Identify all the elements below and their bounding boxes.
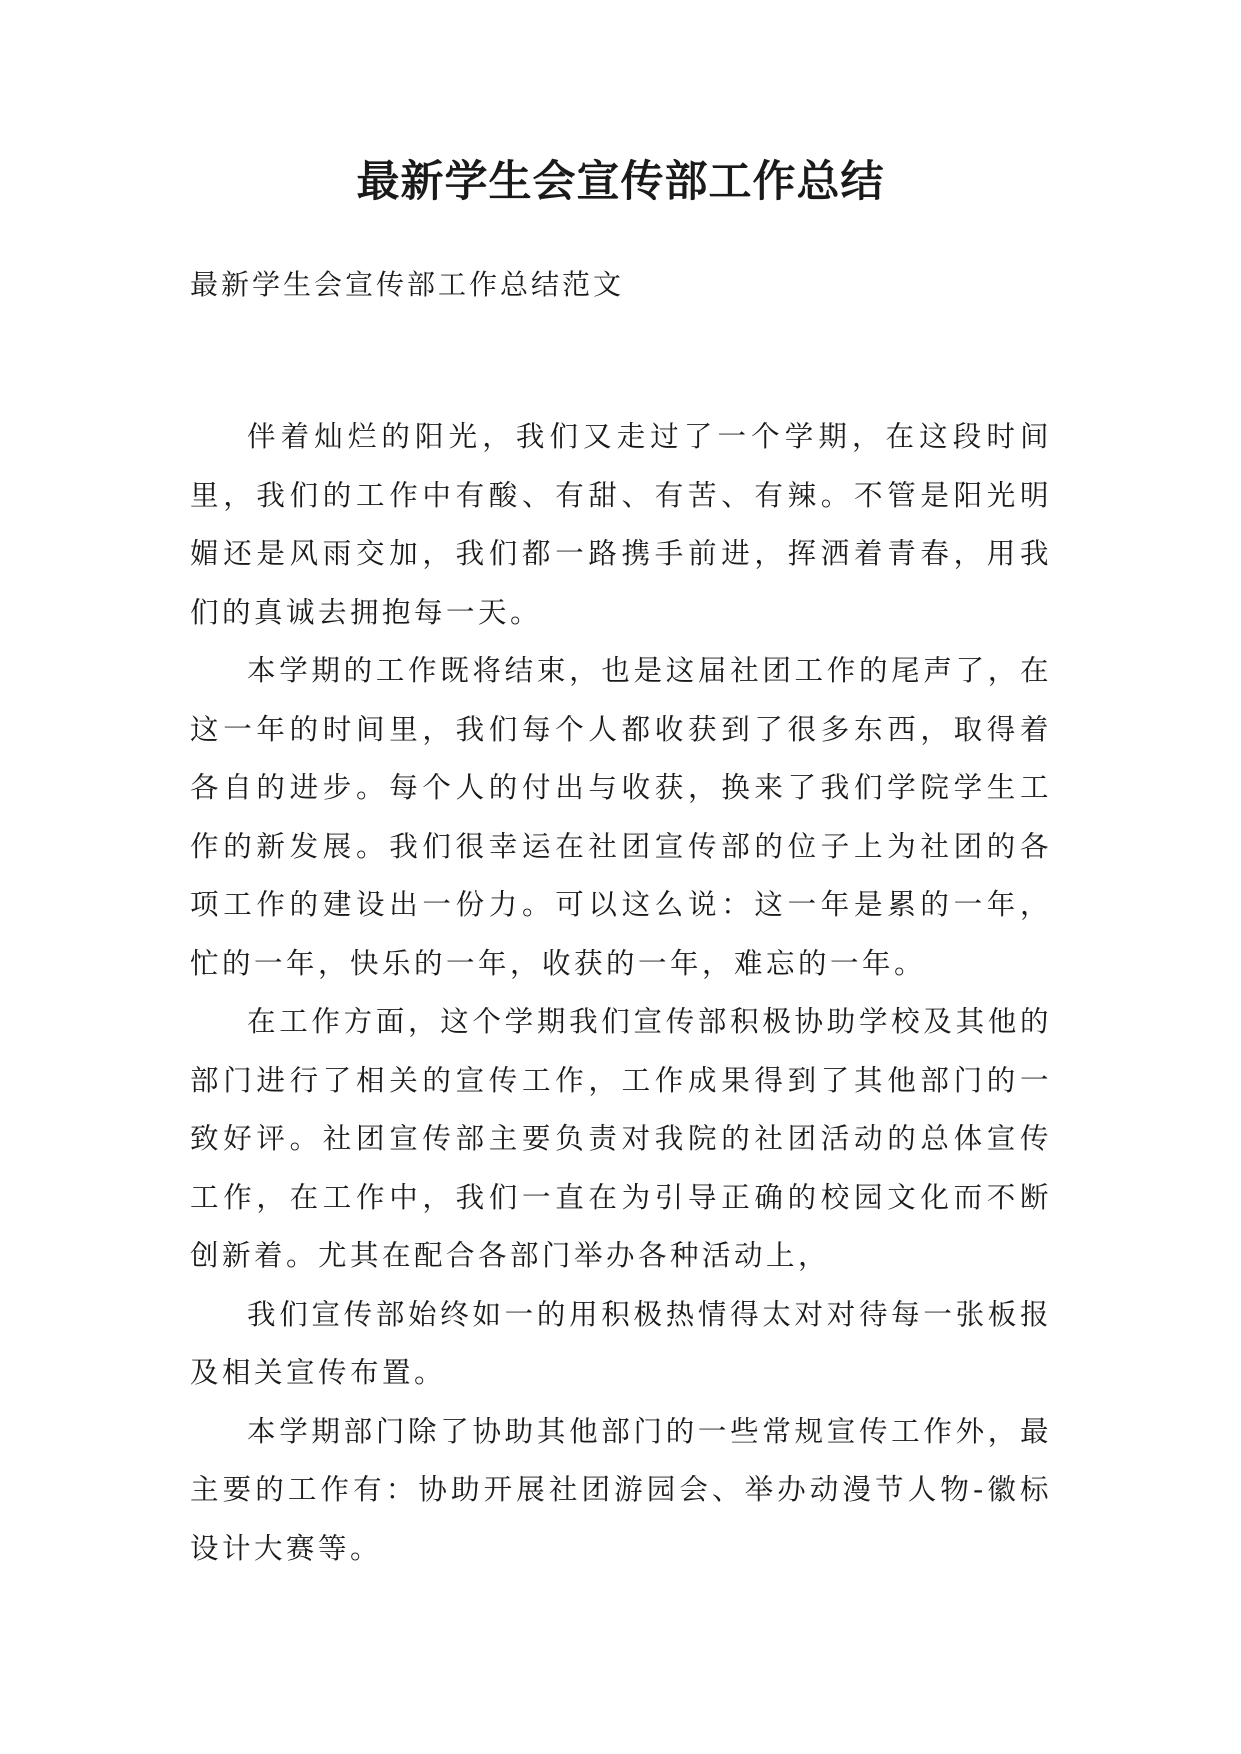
paragraph: 伴着灿烂的阳光，我们又走过了一个学期，在这段时间里，我们的工作中有酸、有甜、有苦、有辣。不管是阳光明媚还是风雨交加，我们都一路携手前进，挥洒着青春，用我们的真诚去拥抱每一天。: [190, 420, 1052, 629]
document-subtitle: 最新学生会宣传部工作总结范文: [190, 268, 625, 301]
page-title: 最新学生会宣传部工作总结: [356, 157, 885, 207]
paragraph: 本学期部门除了协助其他部门的一些常规宣传工作外，最主要的工作有：协助开展社团游园会、举办动漫节人物-徽标设计大赛等。: [190, 1414, 1052, 1565]
paragraph: 本学期的工作既将结束，也是这届社团工作的尾声了，在这一年的时间里，我们每个人都收获到了很多东西，取得着各自的进步。每个人的付出与收获，换来了我们学院学生工作的新发展。我们很幸运在社团宣传部的位子上为社团的各项工作的建设出一份力。可以这么说：这一年是累的一年，忙的一年，快乐的一年，收获的一年，难忘的一年。: [190, 654, 1052, 980]
paragraph: 我们宣传部始终如一的用积极热情得太对对待每一张板报及相关宣传布置。: [190, 1297, 1052, 1389]
document-body: [190, 408, 1052, 1578]
paragraph: 在工作方面，这个学期我们宣传部积极协助学校及其他的部门进行了相关的宣传工作，工作成果得到了其他部门的一致好评。社团宣传部主要负责对我院的社团活动的总体宣传工作，在工作中，我们一直在为引导正确的校园文化而不断创新着。尤其在配合各部门举办各种活动上，: [190, 1005, 1052, 1272]
